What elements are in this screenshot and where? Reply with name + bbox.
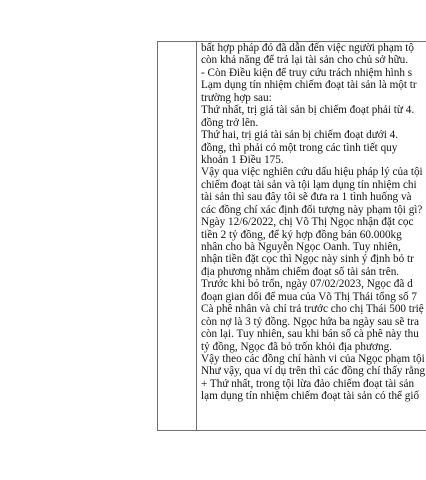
text-line: chiếm đoạt tài sản và tội lạm dụng tín nhiệm chi [201, 178, 417, 191]
text-line: đồng, thì phải có một trong các tình tiết quy [201, 141, 398, 154]
table-border-left [157, 41, 158, 430]
text-line: tỷ đồng, Ngọc đã bỏ trốn khỏi địa phương. [201, 340, 392, 353]
text-line: các đồng chí xác định đối tượng này phạm tội gì? [201, 203, 423, 216]
text-line: còn khả năng để trả lại tài sản cho chủ sở hữu. [201, 54, 409, 67]
text-line: lạm dụng tín nhiệm chiếm đoạt tài sản có thể giố [201, 390, 420, 403]
text-line: nhận tiền đặt cọc thì Ngọc này sinh ý định bỏ tr [201, 253, 414, 266]
text-line: còn nợ là 3 tỷ đồng. Ngọc hứa ba ngày sau sẽ tra [201, 315, 419, 328]
table-cell-content [201, 42, 426, 403]
text-line: nhân cho bà Nguyễn Ngọc Oanh. Tuy nhiên, [201, 241, 401, 253]
text-line: Trước khi bỏ trốn, ngày 07/02/2023, Ngọc đã d [201, 278, 413, 291]
text-line: - Còn Điều kiện để truy cứu trách nhiệm hình s [201, 66, 413, 79]
text-line: khoản 1 Điều 175. [201, 153, 284, 166]
text-line: còn lại. Tuy nhiên, sau khi bán số cà phê này thu [201, 328, 419, 341]
text-line: Vậy theo các đồng chí hành vi của Ngọc phạm tội [201, 352, 425, 365]
text-line: Ngày 12/6/2022, chị Võ Thị Ngọc nhận đặt cọc [201, 216, 414, 229]
text-line: Vậy qua việc nghiên cứu dấu hiệu pháp lý của tội [201, 166, 423, 179]
text-line: + Thứ nhất, trong tội lừa đảo chiếm đoạt tài sản [201, 377, 415, 390]
text-line: bất hợp pháp đó đã dẫn đến việc người phạm tộ [201, 42, 415, 54]
text-line: Thứ nhất, trị giá tài sản bị chiếm đoạt phải từ 4. [201, 104, 415, 117]
text-line: tài sản thì sau đây tôi sẽ đưa ra 1 tình huống và [201, 191, 412, 204]
text-line: tiền 2 tỷ đồng, để ký hợp đồng bán 60.000kg [201, 228, 402, 241]
text-line: Cà phê nhân và chỉ trả trước cho chị Thái 500 triệ [201, 303, 424, 316]
text-line: đoạn gian dối để mua của Võ Thị Thái tổng số 7 [201, 290, 417, 303]
text-line: Thứ hai, trị giá tài sản bị chiếm đoạt dưới 4. [201, 129, 398, 142]
table-column-divider [196, 41, 197, 430]
text-line: Lạm dụng tín nhiệm chiếm đoạt tài sản là một tr [201, 79, 417, 92]
text-line: trường hợp sau: [201, 91, 272, 104]
text-line: địa phương nhằm chiếm đoạt số tài sản trên. [201, 265, 400, 278]
text-line: đồng trở lên. [201, 116, 259, 129]
text-line: Như vậy, qua ví dụ trên thì các đồng chí thấy rằng [201, 365, 426, 378]
